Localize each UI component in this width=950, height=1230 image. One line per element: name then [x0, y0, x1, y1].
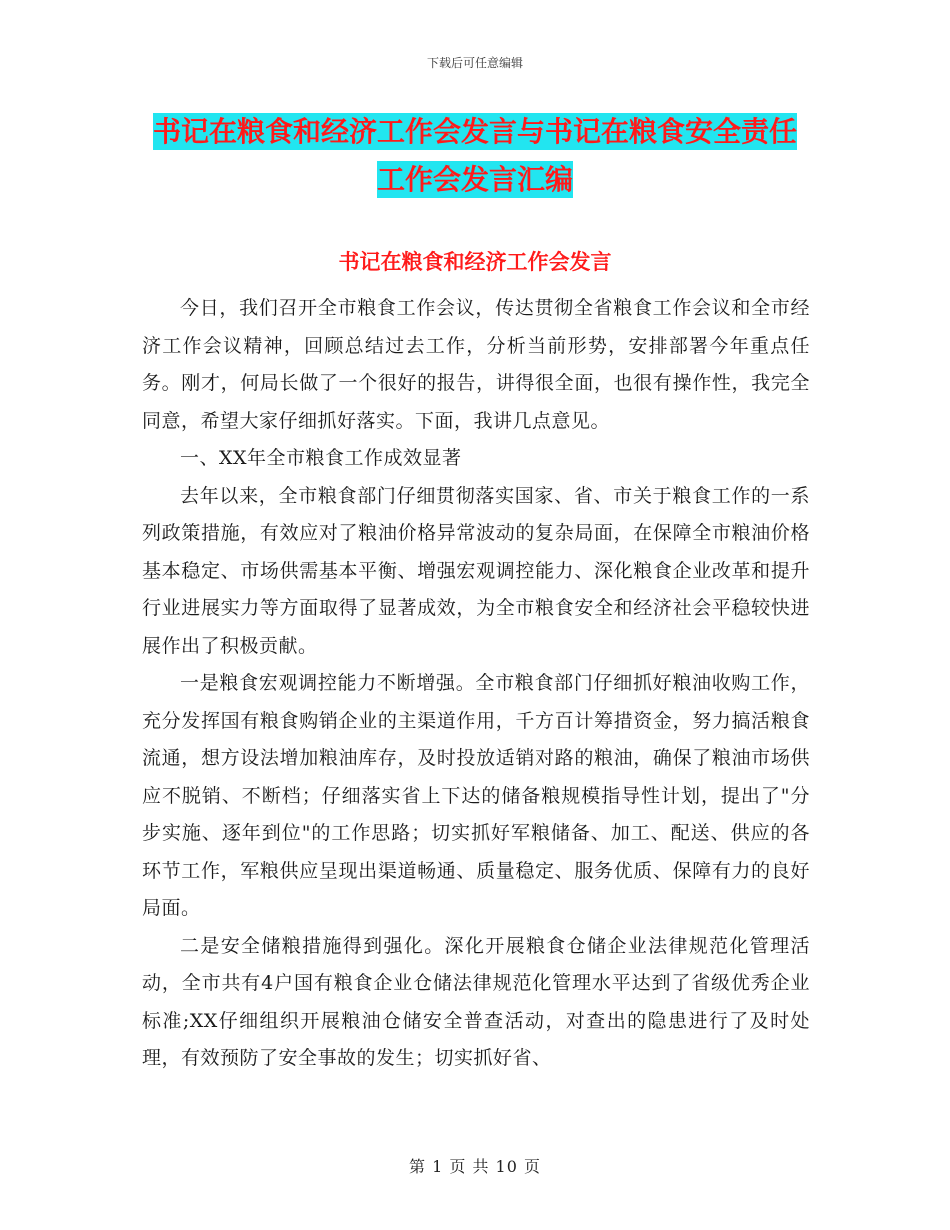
- paragraph-point-2: 二是安全储粮措施得到强化。深化开展粮食仓储企业法律规范化管理活动，全市共有4户国有粮食企业仓储法律规范化管理水平达到了省级优秀企业标准;XX仔细组织开展粮油仓储安全普查活动，对查出的隐患进行了及时处理，有效预防了安全事故的发生；切实抓好省、: [142, 934, 810, 1069]
- header-note: 下载后可任意编辑: [426, 56, 523, 70]
- section-title: 书记在粮食和经济工作会发言: [338, 250, 612, 274]
- paragraph-heading-1: 一、XX年全市粮食工作成效显著: [180, 447, 462, 469]
- body-text: [142, 290, 810, 1078]
- paragraph-point-1: 一是粮食宏观调控能力不断增强。全市粮食部门仔细抓好粮油收购工作，充分发挥国有粮食购销企业的主渠道作用，千方百计筹措资金，努力搞活粮食流通，想方设法增加粮油库存，及时投放适销对路的粮油，确保了粮油市场供应不脱销、不断档；仔细落实省上下达的储备粮规模指导性计划，提出了"分步实施、逐年到位"的工作思路；切实抓好军粮储备、加工、配送、供应的各环节工作，军粮供应呈现出渠道畅通、质量稳定、服务优质、保障有力的良好局面。: [142, 672, 810, 919]
- paragraph-intro: 今日，我们召开全市粮食工作会议，传达贯彻全省粮食工作会议和全市经济工作会议精神，回顾总结过去工作，分析当前形势，安排部署今年重点任务。刚才，何局长做了一个很好的报告，讲得很全面，也很有操作性，我完全同意，希望大家仔细抓好落实。下面，我讲几点意见。: [142, 297, 810, 432]
- document-title: [150, 108, 800, 204]
- title-line-1: 书记在粮食和经济工作会发言与书记在粮食安全责任: [152, 115, 797, 148]
- page-footer: 第 1 页 共 10 页: [409, 1157, 541, 1176]
- title-line-2: 工作会发言汇编: [376, 163, 573, 196]
- paragraph-summary: 去年以来，全市粮食部门仔细贯彻落实国家、省、市关于粮食工作的一系列政策措施，有效应对了粮油价格异常波动的复杂局面，在保障全市粮油价格基本稳定、市场供需基本平衡、增强宏观调控能力、深化粮食企业改革和提升行业进展实力等方面取得了显著成效，为全市粮食安全和经济社会平稳较快进展作出了积极贡献。: [142, 484, 810, 657]
